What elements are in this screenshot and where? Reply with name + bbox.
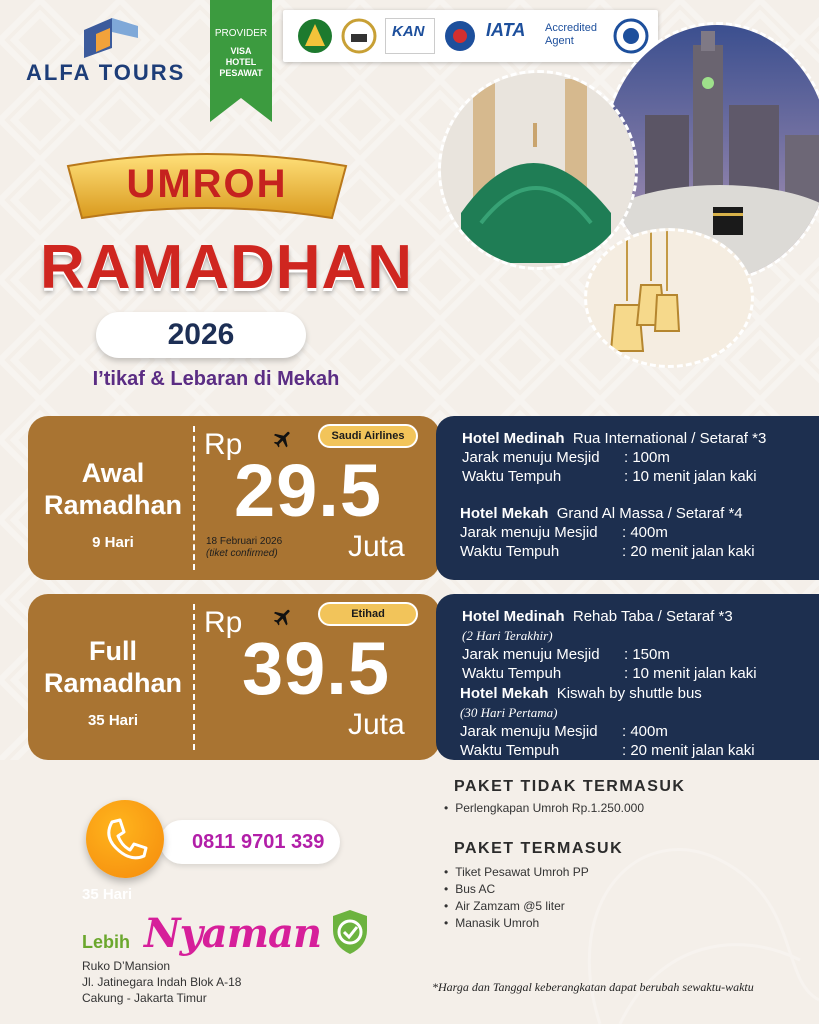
price-currency: Rp: [204, 428, 243, 461]
lantern-illustration: [587, 231, 754, 368]
sapuhi-logo-icon: [341, 18, 377, 54]
accreditation-bar: [283, 10, 658, 62]
price-value: 29.5: [234, 449, 383, 532]
package-name-line2: Ramadhan: [43, 668, 183, 698]
package-name-line1: Awal: [81, 458, 145, 488]
tuv-logo-icon: [443, 18, 477, 54]
phone-number[interactable]: 0811 9701 339: [160, 820, 340, 864]
brand-name: ALFA TOURS: [26, 60, 186, 85]
list-item: • Manasik Umroh: [444, 915, 589, 932]
ribbon-hotel: HOTEL: [225, 57, 257, 67]
list-item: • Tiket Pesawat Umroh PP: [444, 864, 589, 881]
package-full-ramadhan-card: [28, 594, 440, 760]
included-title: PAKET TERMASUK: [454, 840, 624, 857]
card-divider: [193, 426, 195, 570]
hotel-medinah-info: Hotel Medinah Rua International / Setaraf *3 Jarak menuju Mesjid : 100m Waktu Tempuh : 10 menit jalan kaki: [462, 430, 767, 485]
ribbon-visa: VISA: [230, 46, 252, 56]
included-list: [444, 864, 589, 932]
lantern-photo: [584, 228, 754, 368]
provider-ribbon: [210, 0, 272, 122]
ribbon-provider: PROVIDER: [214, 28, 268, 39]
tagline-nyaman: Nyaman: [144, 910, 322, 957]
kan-badge: KAN: [385, 18, 435, 54]
mosque-illustration: [441, 73, 638, 270]
subtitle: I’tikaf & Lebaran di Mekah: [92, 368, 340, 390]
package-name-line2: Ramadhan: [43, 490, 183, 520]
airline-badge: Etihad: [318, 602, 418, 626]
hotel-medinah-info: Hotel Medinah Rehab Taba / Setaraf *3 (2 Hari Terakhir) Jarak menuju Mesjid : 150m Waktu Tempuh : 10 menit jalan kaki: [462, 608, 757, 682]
asita-logo-icon: [613, 18, 649, 54]
ghost-days-text: 35 Hari: [82, 886, 133, 903]
accredited-agent: Accredited Agent: [545, 22, 597, 47]
kemenag-logo-icon: [297, 18, 333, 54]
nabawi-mosque-photo: [438, 70, 638, 270]
departure-date: 18 Februari 2026 (tiket confirmed): [206, 536, 283, 559]
alfa-tours-logo: [22, 8, 202, 88]
office-address: Ruko D’Mansion Jl. Jatinegara Indah Blok A-18 Cakung - Jakarta Timur: [82, 959, 242, 1005]
phone-icon: [86, 800, 164, 878]
ribbon-pesawat: PESAWAT: [219, 68, 263, 78]
disclaimer: *Harga dan Tanggal keberangkatan dapat berubah sewaktu-waktu: [432, 980, 754, 994]
call-button[interactable]: [86, 800, 164, 878]
package-days: 35 Hari: [87, 712, 139, 729]
airplane-icon: [272, 606, 294, 628]
airline-badge: Saudi Airlines: [318, 424, 418, 448]
excluded-title: PAKET TIDAK TERMASUK: [454, 778, 686, 795]
title-ramadhan: RAMADHAN: [40, 233, 414, 302]
hotel-mekah-info: Hotel Mekah Grand Al Massa / Setaraf *4 Jarak menuju Mesjid : 400m Waktu Tempuh : 20 menit jalan kaki: [460, 505, 755, 560]
year-badge: 2026: [96, 312, 306, 358]
price-unit: Juta: [348, 708, 405, 741]
airplane-icon: [272, 428, 294, 450]
hotel-mekah-info: Hotel Mekah Kiswah by shuttle bus (30 Hari Pertama) Jarak menuju Mesjid : 400m Waktu Tempuh : 20 menit jalan kaki: [460, 685, 755, 759]
check-shield-icon: [330, 908, 370, 956]
card-divider: [193, 604, 195, 750]
list-item: • Air Zamzam @5 liter: [444, 898, 589, 915]
package-awal-ramadhan-card: [28, 416, 440, 580]
iata-logo: IATA: [486, 20, 526, 40]
price-unit: Juta: [348, 530, 405, 563]
tagline-lebih: Lebih: [82, 932, 130, 952]
price-value: 39.5: [242, 627, 391, 710]
list-item: • Perlengkapan Umroh Rp.1.250.000: [444, 800, 644, 817]
package-full-hotels: [436, 594, 819, 760]
price-currency: Rp: [204, 606, 243, 639]
package-awal-hotels: [436, 416, 819, 580]
logo-icon: [74, 8, 154, 60]
package-name-line1: Full: [89, 636, 137, 666]
excluded-list: [444, 800, 644, 817]
title-umroh: UMROH: [126, 162, 288, 206]
package-days: 9 Hari: [92, 534, 134, 551]
list-item: • Bus AC: [444, 881, 589, 898]
